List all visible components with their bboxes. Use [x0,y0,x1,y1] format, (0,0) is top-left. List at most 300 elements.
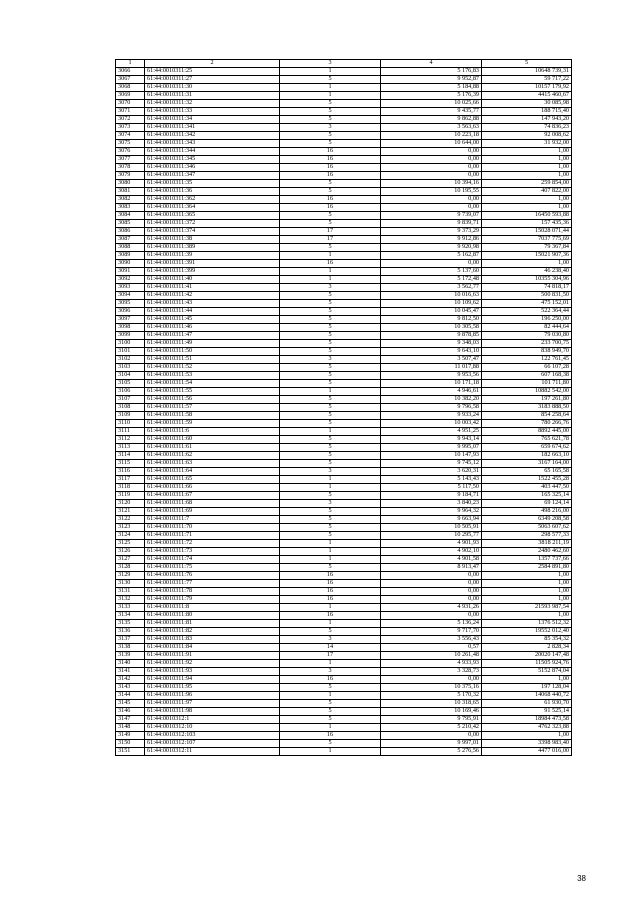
cadastral-number-cell: 61:44:0010311:64 [145,468,280,476]
group-code-cell: 5 [280,452,381,460]
row-number-cell: 3147 [116,716,145,724]
group-code-cell: 5 [280,220,381,228]
specific-value-cell: 10 016,63 [381,292,482,300]
table-row [116,212,572,220]
cadastral-value-cell: 147 943,20 [482,116,572,124]
table-row [116,228,572,236]
specific-value-cell: 3 507,47 [381,356,482,364]
table-row [116,540,572,548]
group-code-cell: 1 [280,68,381,76]
cadastral-value-cell: 2584 891,80 [482,564,572,572]
table-row [116,596,572,604]
row-number-cell: 3073 [116,124,145,132]
specific-value-cell: 0,00 [381,612,482,620]
specific-value-cell: 9 952,87 [381,76,482,84]
cadastral-number-cell: 61:44:0010311:65 [145,476,280,484]
cadastral-number-cell: 61:44:0010311:365 [145,212,280,220]
specific-value-cell: 4 901,93 [381,540,482,548]
specific-value-cell: 9 739,07 [381,212,482,220]
cadastral-number-cell: 61:44:0010311:78 [145,588,280,596]
row-number-cell: 3084 [116,212,145,220]
cadastral-value-cell: 403 447,50 [482,484,572,492]
cadastral-value-cell: 659 674,62 [482,444,572,452]
cadastral-number-cell: 61:44:0010311:80 [145,612,280,620]
specific-value-cell: 9 796,58 [381,404,482,412]
group-code-cell: 1 [280,748,381,756]
specific-value-cell: 4 901,58 [381,556,482,564]
group-code-cell: 5 [280,628,381,636]
row-number-cell: 3104 [116,372,145,380]
cadastral-number-cell: 61:44:0010311:27 [145,76,280,84]
group-code-cell: 16 [280,196,381,204]
cadastral-number-cell: 61:44:0010311:47 [145,332,280,340]
group-code-cell: 16 [280,260,381,268]
cadastral-value-cell: 15021 907,36 [482,252,572,260]
row-number-cell: 3103 [116,364,145,372]
cadastral-number-cell: 61:44:0010311:35 [145,180,280,188]
specific-value-cell: 3 328,73 [381,668,482,676]
cadastral-value-cell: 3183 888,50 [482,404,572,412]
group-code-cell: 16 [280,676,381,684]
cadastral-value-cell: 21593 987,54 [482,604,572,612]
column-header-2: 2 [145,60,280,68]
group-code-cell: 5 [280,300,381,308]
cadastral-value-cell: 10157 179,92 [482,84,572,92]
cadastral-value-cell: 14068 440,72 [482,692,572,700]
table-header-row [116,60,572,68]
row-number-cell: 3096 [116,308,145,316]
table-row [116,692,572,700]
group-code-cell: 3 [280,500,381,508]
cadastral-number-cell: 61:44:0010312:1 [145,716,280,724]
group-code-cell: 1 [280,556,381,564]
row-number-cell: 3135 [116,620,145,628]
row-number-cell: 3066 [116,68,145,76]
specific-value-cell: 4 951,25 [381,428,482,436]
table-row [116,532,572,540]
cadastral-value-cell: 3818 211,19 [482,540,572,548]
group-code-cell: 5 [280,244,381,252]
specific-value-cell: 4 946,61 [381,388,482,396]
page-number: 38 [577,874,586,883]
specific-value-cell: 9 717,70 [381,628,482,636]
group-code-cell: 5 [280,364,381,372]
cadastral-number-cell: 61:44:0010311:43 [145,300,280,308]
group-code-cell: 5 [280,132,381,140]
row-number-cell: 3092 [116,276,145,284]
row-number-cell: 3115 [116,460,145,468]
table-row [116,196,572,204]
specific-value-cell: 10 171,18 [381,380,482,388]
specific-value-cell: 5 162,87 [381,252,482,260]
specific-value-cell: 9 933,24 [381,412,482,420]
specific-value-cell: 5 172,48 [381,276,482,284]
specific-value-cell: 5 117,50 [381,484,482,492]
row-number-cell: 3125 [116,540,145,548]
cadastral-number-cell: 61:44:0010311:55 [145,388,280,396]
cadastral-value-cell: 122 761,45 [482,356,572,364]
table-row [116,516,572,524]
cadastral-number-cell: 61:44:0010311:32 [145,100,280,108]
cadastral-value-cell: 1,00 [482,596,572,604]
cadastral-value-cell: 101 711,80 [482,380,572,388]
row-number-cell: 3110 [116,420,145,428]
specific-value-cell: 0,00 [381,732,482,740]
row-number-cell: 3129 [116,572,145,580]
specific-value-cell: 5 176,83 [381,68,482,76]
specific-value-cell: 0,00 [381,588,482,596]
cadastral-number-cell: 61:44:0010311:389 [145,244,280,252]
row-number-cell: 3145 [116,700,145,708]
group-code-cell: 17 [280,652,381,660]
row-number-cell: 3130 [116,580,145,588]
cadastral-value-cell: 5063 607,62 [482,524,572,532]
specific-value-cell: 10 305,58 [381,324,482,332]
group-code-cell: 5 [280,348,381,356]
cadastral-value-cell: 66 107,28 [482,364,572,372]
specific-value-cell: 9 435,77 [381,108,482,116]
specific-value-cell: 10 045,47 [381,308,482,316]
group-code-cell: 17 [280,236,381,244]
group-code-cell: 5 [280,412,381,420]
row-number-cell: 3102 [116,356,145,364]
specific-value-cell: 9 964,32 [381,508,482,516]
group-code-cell: 5 [280,212,381,220]
cadastral-value-cell: 20020 147,48 [482,652,572,660]
cadastral-number-cell: 61:44:0010311:70 [145,524,280,532]
row-number-cell: 3124 [116,532,145,540]
cadastral-number-cell: 61:44:0010311:66 [145,484,280,492]
group-code-cell: 3 [280,636,381,644]
row-number-cell: 3090 [116,260,145,268]
cadastral-number-cell: 61:44:0010311:362 [145,196,280,204]
cadastral-number-cell: 61:44:0010312:107 [145,740,280,748]
cadastral-number-cell: 61:44:0010311:73 [145,548,280,556]
specific-value-cell: 0,00 [381,572,482,580]
table-row [116,308,572,316]
group-code-cell: 1 [280,92,381,100]
group-code-cell: 5 [280,700,381,708]
row-number-cell: 3116 [116,468,145,476]
cadastral-number-cell: 61:44:0010311:342 [145,132,280,140]
specific-value-cell: 9 812,50 [381,316,482,324]
cadastral-number-cell: 61:44:0010311:341 [145,124,280,132]
cadastral-value-cell: 1,00 [482,676,572,684]
cadastral-value-cell: 197 261,80 [482,396,572,404]
row-number-cell: 3141 [116,668,145,676]
table-row [116,220,572,228]
group-code-cell: 5 [280,308,381,316]
cadastral-number-cell: 61:44:0010311:81 [145,620,280,628]
table-row [116,332,572,340]
table-row [116,204,572,212]
table-row [116,276,572,284]
cadastral-value-cell: 15028 071,44 [482,228,572,236]
table-row [116,620,572,628]
cadastral-value-cell: 165 325,14 [482,492,572,500]
row-number-cell: 3142 [116,676,145,684]
table-row [116,652,572,660]
column-header-1: 1 [116,60,145,68]
table-row [116,364,572,372]
group-code-cell: 5 [280,420,381,428]
group-code-cell: 1 [280,268,381,276]
cadastral-value-cell: 233 700,75 [482,340,572,348]
specific-value-cell: 10 318,65 [381,700,482,708]
row-number-cell: 3109 [116,412,145,420]
specific-value-cell: 0,57 [381,644,482,652]
table-row [116,636,572,644]
group-code-cell: 5 [280,460,381,468]
cadastral-number-cell: 61:44:0010311:30 [145,84,280,92]
specific-value-cell: 5 170,32 [381,692,482,700]
cadastral-number-cell: 61:44:0010311:77 [145,580,280,588]
group-code-cell: 3 [280,668,381,676]
cadastral-number-cell: 61:44:0010311:34 [145,116,280,124]
cadastral-number-cell: 61:44:0010311:94 [145,676,280,684]
specific-value-cell: 10 505,91 [381,524,482,532]
specific-value-cell: 10 025,66 [381,100,482,108]
group-code-cell: 5 [280,100,381,108]
group-code-cell: 5 [280,436,381,444]
row-number-cell: 3128 [116,564,145,572]
cadastral-number-cell: 61:44:0010311:31 [145,92,280,100]
specific-value-cell: 9 995,07 [381,444,482,452]
table-row [116,148,572,156]
table-row [116,268,572,276]
group-code-cell: 5 [280,380,381,388]
table-row [116,588,572,596]
group-code-cell: 5 [280,340,381,348]
group-code-cell: 3 [280,124,381,132]
row-number-cell: 3086 [116,228,145,236]
row-number-cell: 3069 [116,92,145,100]
table-row [116,716,572,724]
cadastral-number-cell: 61:44:0010311:83 [145,636,280,644]
group-code-cell: 1 [280,276,381,284]
cadastral-number-cell: 61:44:0010311:42 [145,292,280,300]
specific-value-cell: 0,00 [381,260,482,268]
cadastral-value-cell: 61 930,70 [482,700,572,708]
specific-value-cell: 0,00 [381,196,482,204]
group-code-cell: 5 [280,316,381,324]
specific-value-cell: 9 795,91 [381,716,482,724]
row-number-cell: 3076 [116,148,145,156]
cadastral-value-cell: 10355 304,96 [482,276,572,284]
specific-value-cell: 10 382,20 [381,396,482,404]
table-row [116,380,572,388]
specific-value-cell: 10 169,46 [381,708,482,716]
group-code-cell: 16 [280,588,381,596]
row-number-cell: 3123 [116,524,145,532]
table-row [116,108,572,116]
cadastral-value-cell: 4477 016,00 [482,748,572,756]
specific-value-cell: 4 902,10 [381,548,482,556]
cadastral-value-cell: 91 525,14 [482,708,572,716]
cadastral-value-cell: 1357 737,66 [482,556,572,564]
cadastral-number-cell: 61:44:0010311:57 [145,404,280,412]
table-row [116,700,572,708]
cadastral-value-cell: 7037 775,69 [482,236,572,244]
table-row [116,348,572,356]
cadastral-value-cell: 18984 473,58 [482,716,572,724]
column-header-5: 5 [482,60,572,68]
cadastral-number-cell: 61:44:0010311:41 [145,284,280,292]
cadastral-number-cell: 61:44:0010311:8 [145,604,280,612]
row-number-cell: 3150 [116,740,145,748]
cadastral-value-cell: 1,00 [482,156,572,164]
cadastral-value-cell: 92 008,62 [482,132,572,140]
table-row [116,524,572,532]
table-row [116,340,572,348]
group-code-cell: 16 [280,580,381,588]
group-code-cell: 5 [280,532,381,540]
row-number-cell: 3140 [116,660,145,668]
cadastral-number-cell: 61:44:0010311:49 [145,340,280,348]
group-code-cell: 5 [280,140,381,148]
cadastral-number-cell: 61:44:0010311:93 [145,668,280,676]
cadastral-value-cell: 498 216,00 [482,508,572,516]
group-code-cell: 5 [280,524,381,532]
cadastral-number-cell: 61:44:0010311:97 [145,700,280,708]
cadastral-number-cell: 61:44:0010311:95 [145,684,280,692]
cadastral-number-cell: 61:44:0010311:345 [145,156,280,164]
cadastral-value-cell: 65 165,58 [482,468,572,476]
table-row [116,132,572,140]
row-number-cell: 3079 [116,172,145,180]
specific-value-cell: 5 137,60 [381,268,482,276]
group-code-cell: 5 [280,684,381,692]
cadastral-value-cell: 1,00 [482,204,572,212]
table-row [116,68,572,76]
cadastral-value-cell: 2480 462,60 [482,548,572,556]
specific-value-cell: 3 563,63 [381,124,482,132]
row-number-cell: 3118 [116,484,145,492]
group-code-cell: 1 [280,252,381,260]
cadastral-value-cell: 30 085,98 [482,100,572,108]
table-row [116,468,572,476]
cadastral-number-cell: 61:44:0010311:51 [145,356,280,364]
row-number-cell: 3093 [116,284,145,292]
group-code-cell: 17 [280,228,381,236]
row-number-cell: 3085 [116,220,145,228]
cadastral-number-cell: 61:44:0010311:344 [145,148,280,156]
specific-value-cell: 10 003,42 [381,420,482,428]
cadastral-value-cell: 1,00 [482,148,572,156]
group-code-cell: 1 [280,604,381,612]
specific-value-cell: 10 261,48 [381,652,482,660]
cadastral-number-cell: 61:44:0010311:75 [145,564,280,572]
group-code-cell: 5 [280,292,381,300]
table-row [116,92,572,100]
cadastral-value-cell: 6349 208,58 [482,516,572,524]
specific-value-cell: 10 195,55 [381,188,482,196]
row-number-cell: 3078 [116,164,145,172]
row-number-cell: 3099 [116,332,145,340]
row-number-cell: 3138 [116,644,145,652]
row-number-cell: 3143 [116,684,145,692]
row-number-cell: 3091 [116,268,145,276]
cadastral-value-cell: 5152 874,04 [482,668,572,676]
group-code-cell: 1 [280,548,381,556]
cadastral-value-cell: 854 258,64 [482,412,572,420]
group-code-cell: 16 [280,572,381,580]
specific-value-cell: 10 644,00 [381,140,482,148]
cadastral-number-cell: 61:44:0010311:347 [145,172,280,180]
table-row [116,436,572,444]
cadastral-value-cell: 79 030,80 [482,332,572,340]
table-row [116,684,572,692]
row-number-cell: 3097 [116,316,145,324]
row-number-cell: 3081 [116,188,145,196]
cadastral-number-cell: 61:44:0010311:82 [145,628,280,636]
specific-value-cell: 10 147,93 [381,452,482,460]
cadastral-number-cell: 61:44:0010312:103 [145,732,280,740]
specific-value-cell: 0,00 [381,172,482,180]
cadastral-value-cell: 1,00 [482,196,572,204]
group-code-cell: 5 [280,508,381,516]
specific-value-cell: 0,00 [381,156,482,164]
cadastral-value-cell: 1,00 [482,732,572,740]
row-number-cell: 3105 [116,380,145,388]
specific-value-cell: 10 375,16 [381,684,482,692]
table-row [116,452,572,460]
table-row [116,396,572,404]
table-row [116,388,572,396]
specific-value-cell: 0,00 [381,596,482,604]
cadastral-number-cell: 61:44:0010311:76 [145,572,280,580]
cadastral-value-cell: 475 152,01 [482,300,572,308]
cadastral-number-cell: 61:44:0010311:36 [145,188,280,196]
specific-value-cell: 10 394,16 [381,180,482,188]
specific-value-cell: 3 556,43 [381,636,482,644]
cadastral-number-cell: 61:44:0010311:61 [145,444,280,452]
cadastral-number-cell: 61:44:0010311:399 [145,268,280,276]
table-row [116,172,572,180]
row-number-cell: 3139 [116,652,145,660]
row-number-cell: 3111 [116,428,145,436]
table-row [116,732,572,740]
table-row [116,244,572,252]
column-header-3: 3 [280,60,381,68]
cadastral-number-cell: 61:44:0010311:67 [145,492,280,500]
group-code-cell: 5 [280,396,381,404]
table-row [116,356,572,364]
group-code-cell: 16 [280,164,381,172]
specific-value-cell: 5 184,88 [381,84,482,92]
row-number-cell: 3095 [116,300,145,308]
cadastral-value-cell: 31 932,00 [482,140,572,148]
cadastral-value-cell: 298 577,33 [482,532,572,540]
cadastral-number-cell: 61:44:0010311:46 [145,324,280,332]
cadastral-number-cell: 61:44:0010312:10 [145,724,280,732]
row-number-cell: 3148 [116,724,145,732]
group-code-cell: 5 [280,492,381,500]
cadastral-value-cell: 19552 012,40 [482,628,572,636]
table-row [116,476,572,484]
group-code-cell: 3 [280,284,381,292]
cadastral-number-cell: 61:44:0010311:60 [145,436,280,444]
row-number-cell: 3094 [116,292,145,300]
cadastral-value-cell: 69 124,14 [482,500,572,508]
group-code-cell: 5 [280,708,381,716]
row-number-cell: 3120 [116,500,145,508]
cadastral-value-cell: 1376 512,32 [482,620,572,628]
specific-value-cell: 10 223,18 [381,132,482,140]
cadastral-value-cell: 2 828,34 [482,644,572,652]
group-code-cell: 5 [280,180,381,188]
cadastral-number-cell: 61:44:0010311:59 [145,420,280,428]
